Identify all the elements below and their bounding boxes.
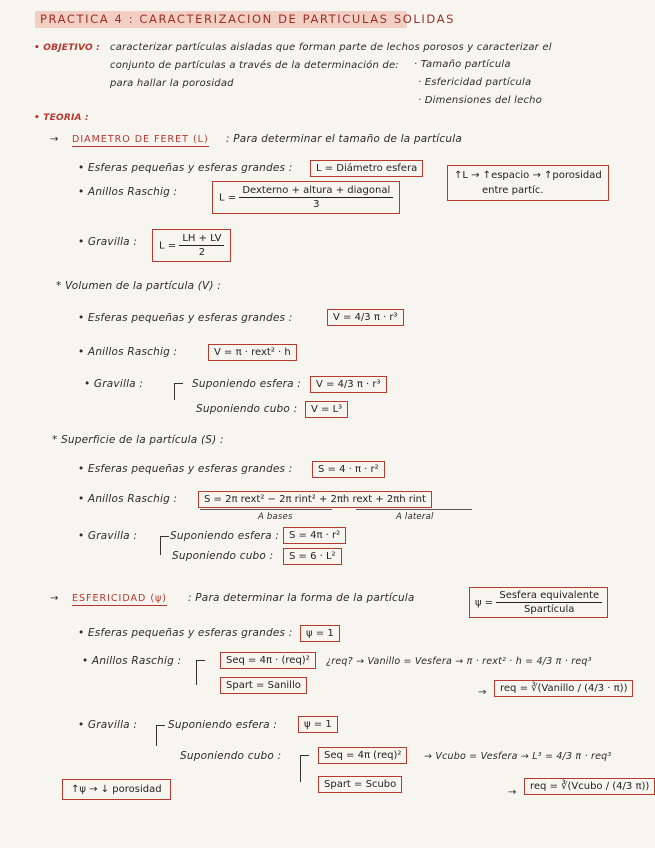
volumen-grava-esfera-formula: V = 4/3 π · r³	[310, 376, 387, 393]
volumen-anillos-label: • Anillos Raschig :	[78, 346, 178, 358]
psi-porosidad-note: ↑ψ → ↓ porosidad	[62, 779, 171, 800]
esfericidad-grava-esfera-label: Suponiendo esfera :	[168, 719, 278, 731]
superficie-grava-esfera-label: Suponiendo esfera :	[170, 530, 280, 542]
esfericidad-anillos-req: ¿req? → Vanillo = Vesfera → π · rext² · h = 4/3 π · req³	[326, 656, 592, 667]
esfericidad-grava-esfera-formula: ψ = 1	[298, 716, 338, 733]
superficie-grava-esfera-formula: S = 4π · r²	[283, 527, 346, 544]
feret-grava-lhs: L =	[159, 240, 177, 252]
arrow-icon: →	[50, 134, 59, 145]
esfericidad-grava-spart: Spart = Scubo	[318, 776, 402, 793]
esfericidad-grava-cubo-bracket	[300, 755, 309, 782]
esfericidad-grava-bracket	[156, 725, 165, 746]
objetivo-item-dimensiones: · Dimensiones del lecho	[418, 95, 542, 106]
volumen-esferas-label: • Esferas pequeñas y esferas grandes :	[78, 312, 293, 324]
result-arrow-icon: →	[508, 787, 517, 798]
volumen-grava-cubo-label: Suponiendo cubo :	[196, 403, 298, 415]
bases-underline	[200, 509, 332, 510]
feret-anillos-numerator: Dexterno + altura + diagonal	[239, 184, 393, 198]
volumen-anillos-formula: V = π · rext² · h	[208, 344, 297, 361]
esfericidad-anillos-bracket	[196, 660, 205, 685]
esfericidad-grava-label: • Gravilla :	[78, 719, 138, 731]
feret-esferas-formula: L = Diámetro esfera	[310, 160, 423, 177]
objetivo-line3: para hallar la porosidad	[110, 78, 234, 89]
esfericidad-def-lhs: ψ =	[475, 597, 494, 609]
volumen-grava-esfera-label: Suponiendo esfera :	[192, 378, 302, 390]
esfericidad-anillos-label: • Anillos Raschig :	[82, 655, 182, 667]
feret-heading: DIAMETRO DE FERET (L)	[72, 134, 209, 145]
esfericidad-esferas-label: • Esferas pequeñas y esferas grandes :	[78, 627, 293, 639]
superficie-heading: * Superficie de la partícula (S) :	[52, 434, 224, 446]
objetivo-item-tamano: · Tamaño partícula	[414, 59, 511, 70]
objetivo-line2: conjunto de partículas a través de la determinación de:	[110, 60, 399, 71]
feret-esferas-label: • Esferas pequeñas y esferas grandes :	[78, 162, 293, 174]
esfericidad-grava-chain: → Vcubo = Vesfera → L³ = 4/3 π · req³	[424, 751, 612, 762]
objetivo-line1: caracterizar partículas aisladas que forman parte de lechos porosos y caracterizar el	[110, 42, 552, 53]
volumen-esferas-formula: V = 4/3 π · r³	[327, 309, 404, 326]
volumen-grava-cubo-formula: V = L³	[305, 401, 348, 418]
porosidad-note-line2: entre partíc.	[482, 185, 544, 196]
superficie-grava-bracket	[160, 536, 169, 555]
objetivo-label: • OBJETIVO :	[34, 43, 100, 53]
volumen-heading: * Volumen de la partícula (V) :	[56, 280, 222, 292]
esfericidad-anillos-result: req = ∛(Vanillo / (4/3 · π))	[494, 680, 633, 697]
feret-grava-label: • Gravilla :	[78, 236, 138, 248]
feret-grava-numerator: LH + LV	[179, 232, 224, 246]
lateral-underline	[356, 509, 472, 510]
feret-grava-formula	[152, 229, 231, 262]
esfericidad-grava-result: req = ∛(Vcubo / (4/3 π))	[524, 778, 655, 795]
porosidad-note-box	[447, 165, 609, 201]
esfericidad-def-denominator: Spartícula	[524, 604, 575, 615]
esfericidad-grava-cubo-label: Suponiendo cubo :	[180, 750, 282, 762]
esfericidad-definition	[469, 587, 608, 618]
esfericidad-description: : Para determinar la forma de la partícula	[188, 592, 415, 604]
feret-anillos-lhs: L =	[219, 192, 237, 204]
esfericidad-anillos-seq: Seq = 4π · (req)²	[220, 652, 316, 669]
superficie-note-lateral: A lateral	[396, 512, 434, 522]
feret-anillos-formula	[212, 181, 400, 214]
superficie-grava-cubo-formula: S = 6 · L²	[283, 548, 342, 565]
esfericidad-esferas-formula: ψ = 1	[300, 625, 340, 642]
superficie-grava-label: • Gravilla :	[78, 530, 138, 542]
objetivo-item-esfericidad: · Esfericidad partícula	[418, 77, 532, 88]
feret-description: : Para determinar el tamaño de la partícula	[226, 133, 462, 145]
arrow-icon: →	[50, 593, 59, 604]
page-title: PRACTICA 4 : CARACTERIZACION DE PARTICULAS SOLIDAS	[40, 12, 456, 26]
superficie-anillos-formula: S = 2π rext² − 2π rint² + 2πh rext + 2πh rint	[198, 491, 432, 508]
superficie-grava-cubo-label: Suponiendo cubo :	[172, 550, 274, 562]
feret-anillos-label: • Anillos Raschig :	[78, 186, 178, 198]
superficie-esferas-label: • Esferas pequeñas y esferas grandes :	[78, 463, 293, 475]
feret-anillos-denominator: 3	[313, 199, 320, 210]
superficie-note-bases: A bases	[258, 512, 293, 522]
feret-grava-denominator: 2	[198, 247, 206, 258]
porosidad-note-line1: ↑L → ↑espacio → ↑porosidad	[454, 170, 602, 181]
esfericidad-def-numerator: Sesfera equivalente	[496, 589, 602, 603]
result-arrow-icon: →	[478, 687, 487, 698]
esfericidad-heading: ESFERICIDAD (ψ)	[72, 593, 167, 604]
volumen-grava-bracket	[174, 383, 183, 400]
superficie-esferas-formula: S = 4 · π · r²	[312, 461, 385, 478]
esfericidad-anillos-spart: Spart = Sanillo	[220, 677, 307, 694]
esfericidad-grava-seq: Seq = 4π (req)²	[318, 747, 407, 764]
superficie-anillos-label: • Anillos Raschig :	[78, 493, 178, 505]
teoria-label: • TEORIA :	[34, 113, 89, 123]
volumen-grava-label: • Gravilla :	[84, 378, 144, 390]
